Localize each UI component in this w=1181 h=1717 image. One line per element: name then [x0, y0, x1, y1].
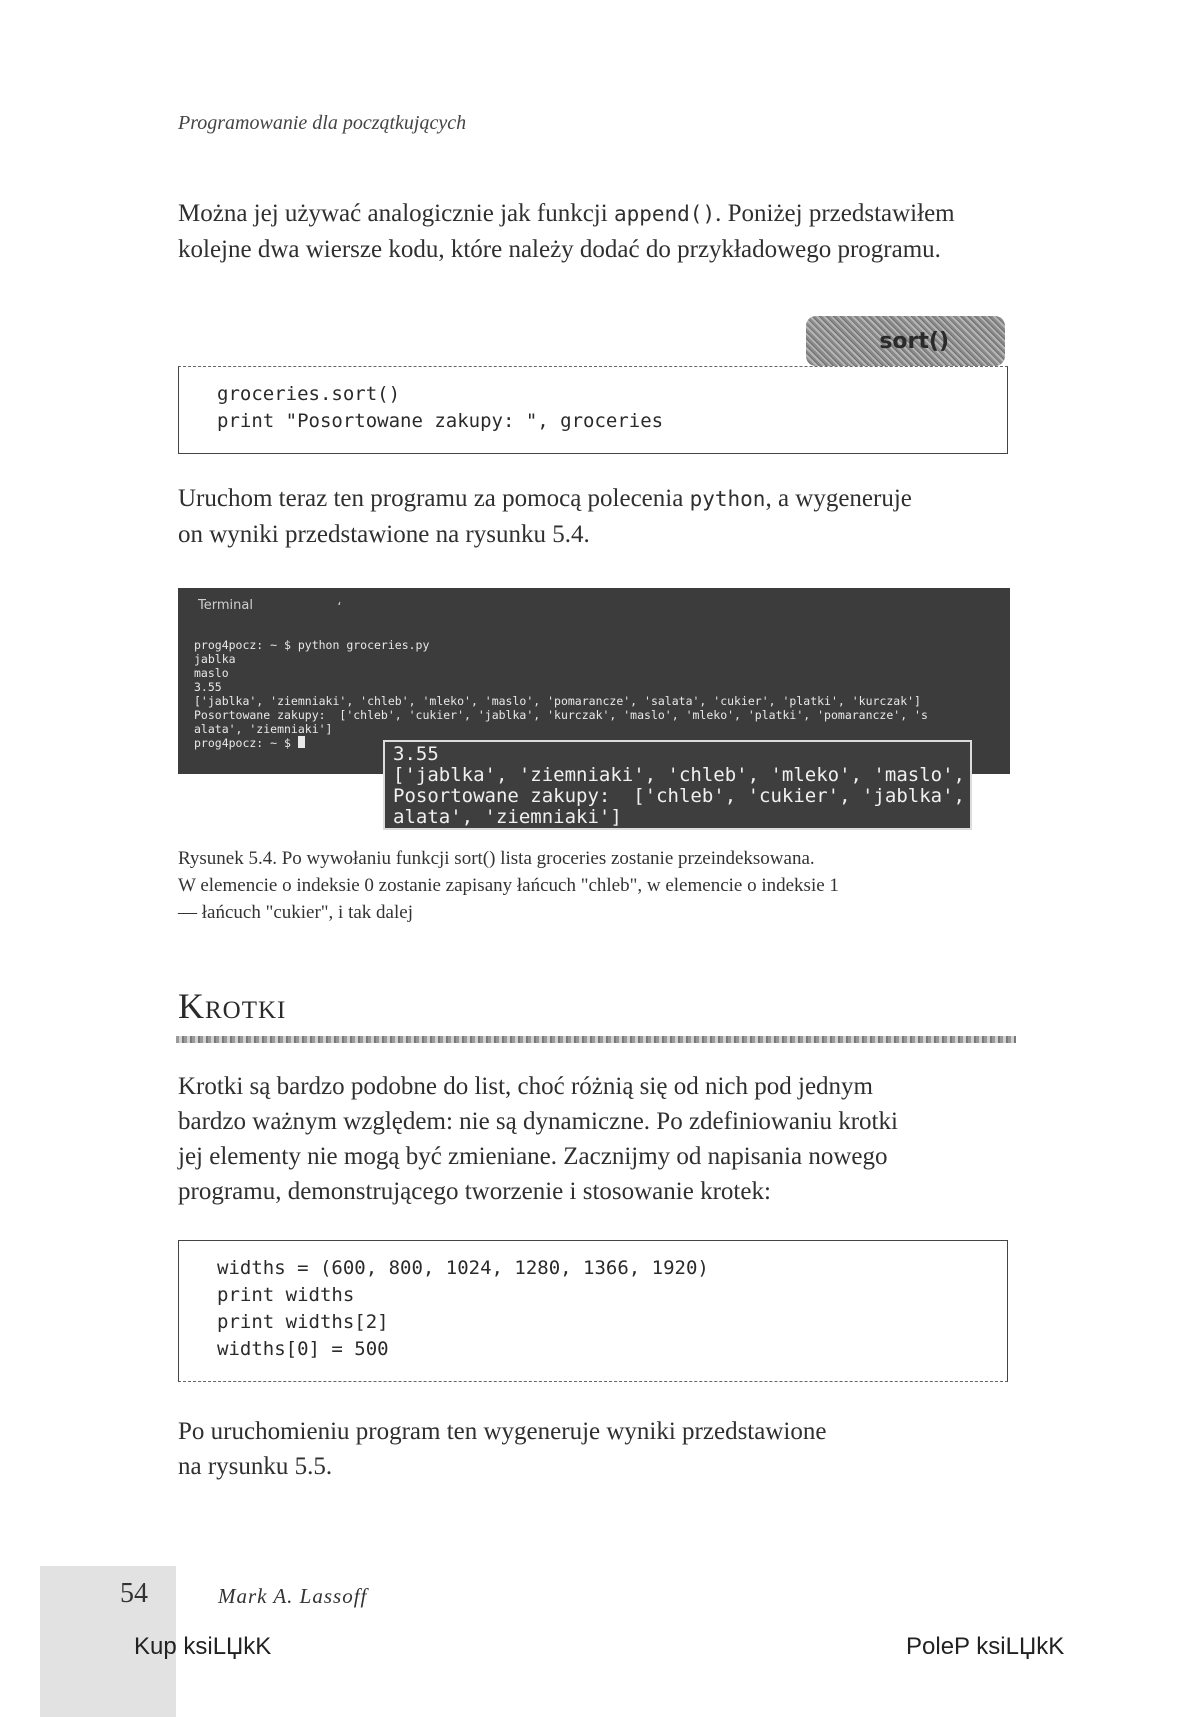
section-divider: [176, 1036, 1016, 1043]
paragraph-line: jej elementy nie mogą być zmieniane. Zacznijmy od napisania nowego: [178, 1143, 888, 1170]
code-tag-sort: sort(): [806, 316, 1005, 366]
closing-paragraph: [178, 1414, 1018, 1484]
intro-line-2: kolejne dwa wiersze kodu, które należy dodać do przykładowego programu.: [178, 236, 941, 263]
terminal-line: maslo: [194, 666, 229, 680]
recommend-book-link[interactable]: PoleP ksiLЏkK: [906, 1633, 1065, 1660]
code-line: widths[0] = 500: [217, 1338, 389, 1360]
paragraph-line: na rysunku 5.5.: [178, 1453, 333, 1480]
intro-paragraph: [178, 196, 1018, 267]
terminal-line: 3.55: [194, 680, 222, 694]
intro-line-1: Można jej używać analogicznie jak funkcji append(). Poniżej przedstawiłem: [178, 200, 955, 227]
terminal-prompt-line: prog4pocz: ~ $: [194, 736, 928, 750]
code-line: widths = (600, 800, 1024, 1280, 1366, 1920): [217, 1257, 709, 1279]
buy-book-link[interactable]: Kup ksiLЏkK: [134, 1633, 272, 1660]
caption-line: — łańcuch "cukier", i tak dalej: [178, 902, 413, 923]
inline-code-python: python: [689, 487, 766, 511]
code-line: groceries.sort(): [217, 383, 401, 405]
zoom-line: Posortowane zakupy: ['chleb', 'cukier', 'jablka',: [393, 785, 965, 807]
terminal-zoom-inset: [383, 740, 972, 830]
terminal-output: [194, 638, 928, 750]
terminal-title: Terminal: [198, 598, 253, 613]
cursor-icon: [298, 736, 305, 748]
paragraph-line: bardzo ważnym względem: nie są dynamiczne. Po zdefiniowaniu krotki: [178, 1108, 898, 1135]
terminal-line: jablka: [194, 652, 236, 666]
page-number: 54: [120, 1578, 148, 1609]
paragraph-line: Krotki są bardzo podobne do list, choć różnią się od nich pod jednym: [178, 1073, 873, 1100]
zoom-line: 3.55: [393, 743, 439, 765]
code-line: print widths[2]: [217, 1311, 389, 1333]
zoom-line: ['jablka', 'ziemniaki', 'chleb', 'mleko', 'maslo',: [393, 764, 965, 786]
code-block-sort: [178, 366, 1008, 454]
paragraph-line: programu, demonstrującego tworzenie i stosowanie krotek:: [178, 1178, 771, 1205]
running-head: Programowanie dla początkujących: [178, 112, 467, 134]
figure-caption: [178, 845, 1018, 926]
run-line-1: Uruchom teraz ten programu za pomocą polecenia python, a wygeneruje: [178, 485, 912, 512]
code-block-widths: [178, 1240, 1008, 1382]
paragraph-line: Po uruchomieniu program ten wygeneruje wyniki przedstawione: [178, 1418, 827, 1445]
terminal-line: alata', 'ziemniaki']: [194, 722, 333, 736]
caption-line: W elemencie o indeksie 0 zostanie zapisany łańcuch "chleb", w elemencie o indeksie 1: [178, 875, 839, 896]
terminal-marker: ʻ: [336, 600, 343, 613]
code-line: print "Posortowane zakupy: ", groceries: [217, 410, 664, 432]
zoom-line: alata', 'ziemniaki']: [393, 806, 622, 828]
caption-line: Rysunek 5.4. Po wywołaniu funkcji sort() lista groceries zostanie przeindeksowana.: [178, 848, 815, 869]
run-paragraph: [178, 481, 1018, 552]
author-name: Mark A. Lassoff: [218, 1584, 368, 1608]
inline-code-append: append(): [613, 202, 716, 226]
terminal-line: prog4pocz: ~ $ python groceries.py: [194, 638, 430, 652]
section-title: Krotki: [178, 986, 287, 1026]
run-line-2: on wyniki przedstawione na rysunku 5.4.: [178, 521, 590, 548]
code-line: print widths: [217, 1284, 355, 1306]
krotki-paragraph: [178, 1069, 1018, 1209]
terminal-line: ['jablka', 'ziemniaki', 'chleb', 'mleko', 'maslo', 'pomarancze', 'salata', 'cukier', 'platki', 'kurczak']: [194, 694, 921, 708]
terminal-line: Posortowane zakupy: ['chleb', 'cukier', 'jablka', 'kurczak', 'maslo', 'mleko', 'platki', 'pomarancze', 's: [194, 708, 928, 722]
